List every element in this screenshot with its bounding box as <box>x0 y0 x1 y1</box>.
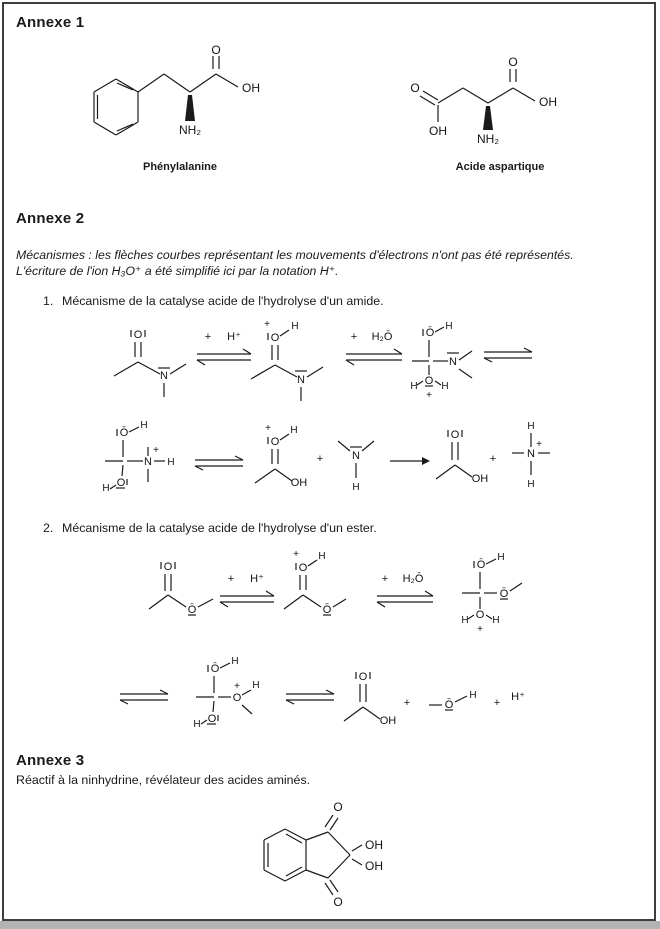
svg-text:O: O <box>116 477 126 489</box>
svg-text:H: H <box>140 420 148 431</box>
svg-text:O: O <box>232 692 242 704</box>
svg-text:Ō: Ō <box>499 588 509 600</box>
tetrahedral-intermediate-3 <box>456 552 540 638</box>
equilibrium-arrow-plus-water <box>375 570 435 608</box>
svg-text:H: H <box>291 321 299 332</box>
amine-structure <box>330 428 382 492</box>
svg-text:+: + <box>234 681 240 692</box>
annexe2-heading: Annexe 2 <box>16 210 85 227</box>
protonated-acid-structure <box>242 422 308 500</box>
svg-text:+: + <box>227 573 235 585</box>
list-item-1 <box>43 294 384 308</box>
carboxylic-acid-structure <box>336 666 398 740</box>
equilibrium-arrow <box>482 348 534 362</box>
carboxylic-acid-structure <box>428 424 490 498</box>
svg-text:O: O <box>450 429 460 441</box>
plus-sign <box>313 450 327 466</box>
svg-text:Ō: Ō <box>322 604 332 616</box>
svg-text:Ō: Ō <box>425 327 435 339</box>
svg-text:Ō: Ō <box>444 699 454 711</box>
tetrahedral-intermediate-2 <box>99 420 195 504</box>
svg-text:OH: OH <box>429 124 447 138</box>
svg-text:O: O <box>207 713 217 725</box>
svg-text:O: O <box>410 81 420 95</box>
svg-text:+: + <box>489 453 497 465</box>
svg-text:O: O <box>298 562 308 574</box>
svg-text:N: N <box>144 456 152 468</box>
equilibrium-arrow-plus-water <box>344 328 404 366</box>
ninhydrin-structure <box>252 800 392 912</box>
svg-text:H: H <box>527 479 535 490</box>
forward-arrow <box>388 456 432 466</box>
list-item-2-text: Mécanisme de la catalyse acide de l'hydrolyse d'un ester. <box>62 521 377 535</box>
aspartic-acid-structure <box>405 50 575 152</box>
equilibrium-arrow <box>284 690 336 704</box>
svg-text:N: N <box>160 370 168 382</box>
svg-text:H: H <box>492 615 500 626</box>
svg-text:Ō: Ō <box>187 604 197 616</box>
svg-text:N: N <box>297 374 305 386</box>
svg-text:O: O <box>424 375 434 387</box>
svg-text:+: + <box>426 390 432 401</box>
svg-text:O: O <box>333 800 343 814</box>
tetrahedral-intermediate-4 <box>187 656 279 742</box>
phenylalanine-label: Phénylalanine <box>143 161 217 173</box>
svg-text:N: N <box>449 356 457 368</box>
svg-text:+: + <box>293 549 299 560</box>
svg-text:+: + <box>477 624 483 635</box>
list-item-2 <box>43 521 377 535</box>
ammonium-structure <box>506 418 556 490</box>
svg-text:H: H <box>167 457 175 468</box>
svg-text:O: O <box>270 332 280 344</box>
aspartic-acid-label: Acide aspartique <box>455 161 545 173</box>
page-bottom-shadow <box>0 921 660 929</box>
ester-structure <box>140 556 218 620</box>
svg-text:H: H <box>290 425 298 436</box>
svg-text:O: O <box>358 671 368 683</box>
equilibrium-arrow <box>193 456 245 470</box>
svg-text:OH: OH <box>471 473 489 485</box>
svg-text:+: + <box>264 319 270 330</box>
svg-text:O: O <box>475 609 485 621</box>
svg-text:H: H <box>445 321 453 332</box>
hplus-ion <box>506 688 530 704</box>
svg-text:H⁺: H⁺ <box>511 691 525 703</box>
svg-text:+: + <box>316 453 324 465</box>
svg-text:H: H <box>410 381 418 392</box>
svg-text:H: H <box>231 656 239 667</box>
svg-text:+: + <box>403 697 411 709</box>
svg-text:+: + <box>381 573 389 585</box>
svg-text:H: H <box>527 421 535 432</box>
svg-text:H₂Ō: H₂Ō <box>371 331 393 343</box>
protonated-amide-structure <box>234 318 328 406</box>
svg-text:NH₂: NH₂ <box>477 132 499 146</box>
svg-text:H: H <box>252 680 260 691</box>
methanol-structure <box>427 688 491 714</box>
list-item-1-text: Mécanisme de la catalyse acide de l'hydrolyse d'un amide. <box>62 294 384 308</box>
svg-text:Ō: Ō <box>119 427 129 439</box>
svg-text:OH: OH <box>365 838 383 852</box>
svg-text:O: O <box>270 436 280 448</box>
plus-sign <box>486 450 500 466</box>
mechanism-note-line1: Mécanismes : les flèches courbes représentant les mouvements d'électrons n'ont pas été représentés. <box>16 248 574 262</box>
svg-text:H: H <box>318 551 326 562</box>
annexe3-heading: Annexe 3 <box>16 752 85 769</box>
svg-text:OH: OH <box>242 81 260 95</box>
svg-text:O: O <box>211 43 221 57</box>
svg-text:+: + <box>153 445 159 456</box>
svg-text:H: H <box>193 719 201 730</box>
svg-text:H⁺: H⁺ <box>250 573 264 585</box>
svg-text:+: + <box>350 331 358 343</box>
svg-text:Ō: Ō <box>476 559 486 571</box>
svg-text:H₂Ō: H₂Ō <box>402 573 424 585</box>
svg-text:O: O <box>333 895 343 909</box>
svg-text:+: + <box>265 423 271 434</box>
svg-text:H: H <box>461 615 469 626</box>
svg-text:H: H <box>441 381 449 392</box>
amide-structure <box>100 324 192 402</box>
svg-text:H: H <box>102 483 110 494</box>
mechanism-note-line2: L'écriture de l'ion H₃O⁺ a été simplifié ici par la notation H⁺. <box>16 263 339 278</box>
svg-text:+: + <box>536 439 542 450</box>
svg-text:H: H <box>469 690 477 701</box>
phenylalanine-structure <box>80 43 280 151</box>
tetrahedral-intermediate-1 <box>408 320 488 404</box>
list-item-2-number: 2. <box>43 521 54 535</box>
annexe1-heading: Annexe 1 <box>16 14 85 31</box>
mechanism-note <box>16 248 640 280</box>
svg-text:H: H <box>352 482 360 493</box>
svg-text:Ō: Ō <box>210 663 220 675</box>
svg-text:H: H <box>497 552 505 563</box>
svg-text:NH₂: NH₂ <box>179 123 201 137</box>
svg-text:+: + <box>204 331 212 343</box>
plus-sign <box>490 694 504 710</box>
svg-text:O: O <box>508 55 518 69</box>
svg-text:OH: OH <box>290 477 308 489</box>
svg-text:N: N <box>352 450 360 462</box>
ninhydrin-text: Réactif à la ninhydrine, révélateur des acides aminés. <box>16 773 311 787</box>
svg-text:O: O <box>133 329 143 341</box>
svg-text:N: N <box>527 448 535 460</box>
equilibrium-arrow <box>118 690 170 704</box>
plus-sign <box>400 694 414 710</box>
svg-text:H⁺: H⁺ <box>227 331 241 343</box>
svg-text:OH: OH <box>539 95 557 109</box>
svg-text:OH: OH <box>365 859 383 873</box>
list-item-1-number: 1. <box>43 294 54 308</box>
svg-text:+: + <box>493 697 501 709</box>
svg-text:O: O <box>163 561 173 573</box>
protonated-ester-structure <box>266 548 348 622</box>
svg-text:OH: OH <box>379 715 397 727</box>
